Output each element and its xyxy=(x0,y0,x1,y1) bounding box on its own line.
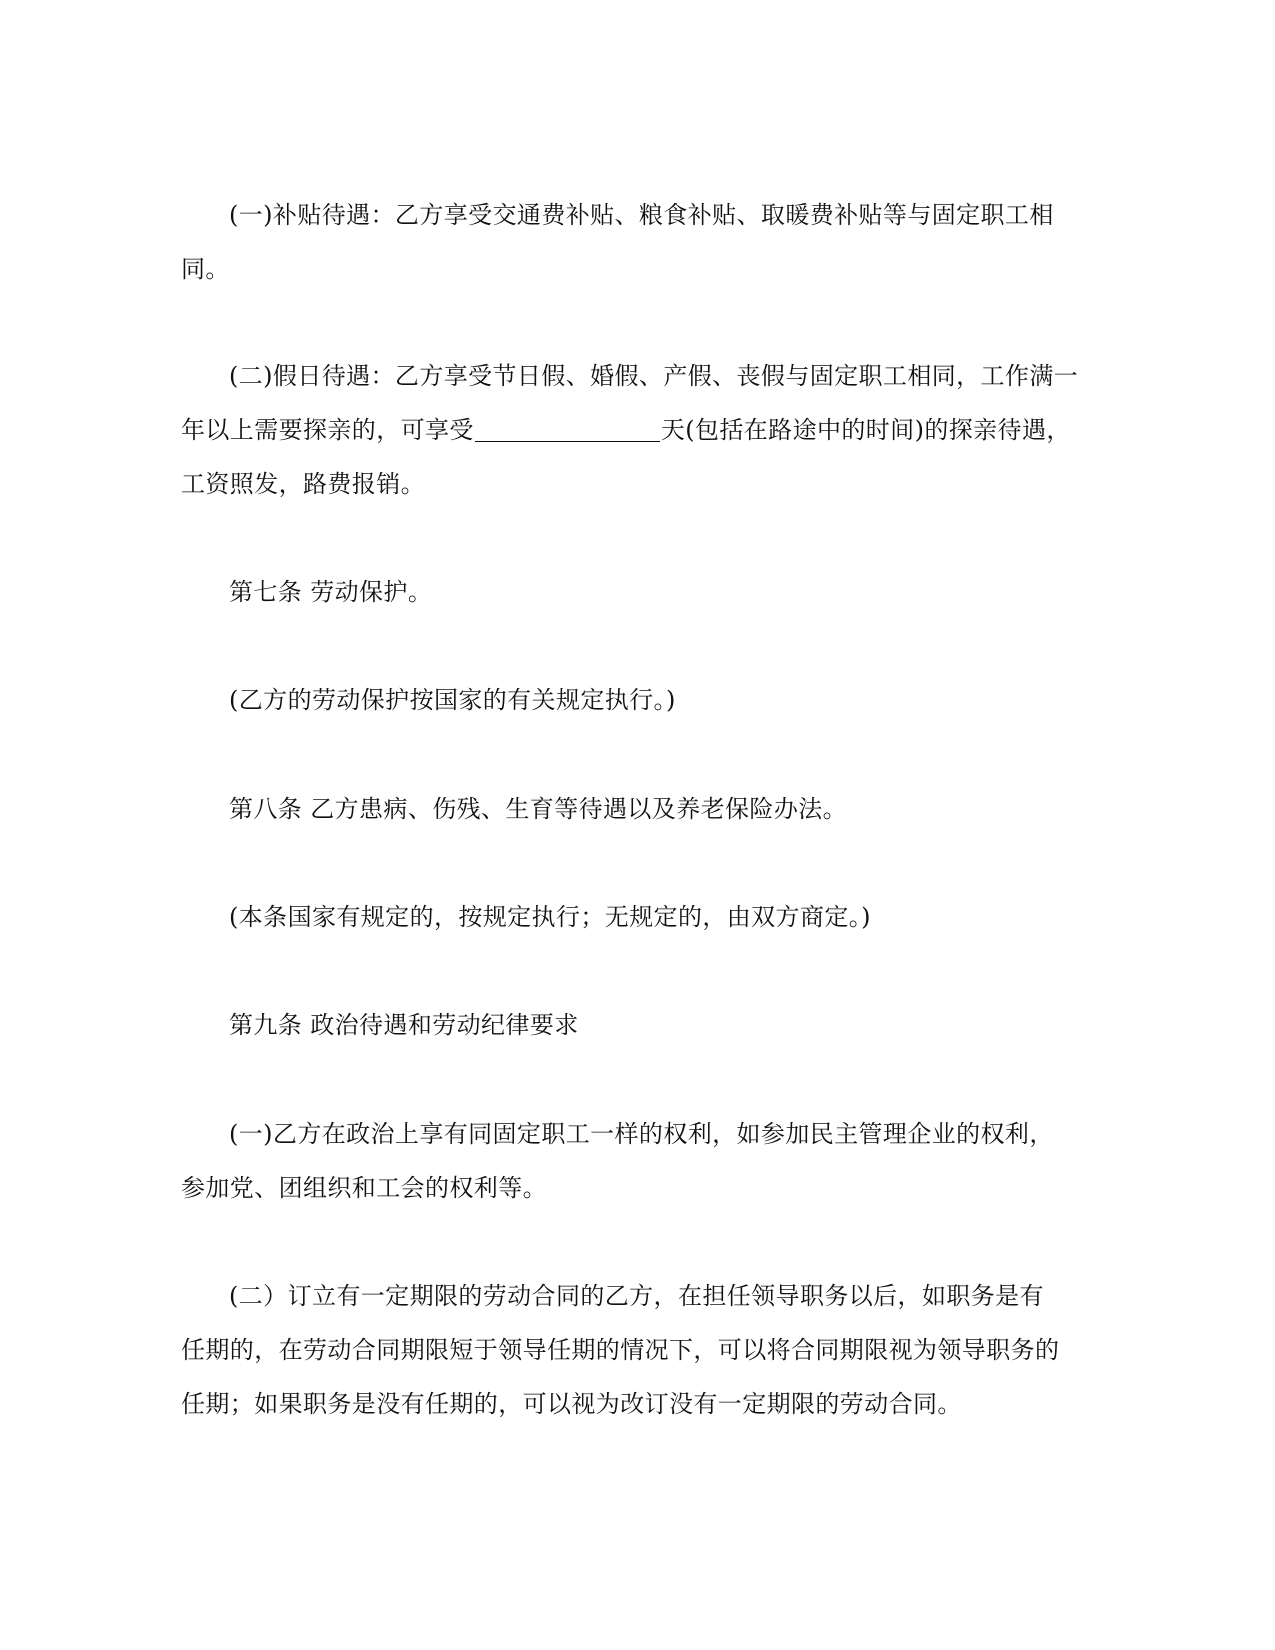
holiday-text-before-blank: 年以上需要探亲的，可享受 xyxy=(181,416,474,444)
paragraph-subsidy-line-1: (一)补贴待遇：乙方享受交通费补贴、粮食补贴、取暖费补贴等与固定职工相 xyxy=(229,201,1054,229)
paragraph-holiday-line-3: 工资照发，路费报销。 xyxy=(181,470,425,498)
article-8-note: (本条国家有规定的，按规定执行；无规定的，由双方商定。) xyxy=(229,903,871,931)
paragraph-political-line-1: (一)乙方在政治上享有同固定职工一样的权利，如参加民主管理企业的权利， xyxy=(229,1120,1054,1148)
days-fill-in-blank xyxy=(475,417,660,442)
article-7-heading: 第七条 劳动保护。 xyxy=(229,578,433,606)
paragraph-subsidy-line-2: 同。 xyxy=(181,255,230,283)
holiday-text-after-blank: 天(包括在路途中的时间)的探亲待遇， xyxy=(660,416,1071,444)
article-9-heading: 第九条 政治待遇和劳动纪律要求 xyxy=(229,1011,579,1039)
article-8-heading: 第八条 乙方患病、伤残、生育等待遇以及养老保险办法。 xyxy=(229,795,848,823)
paragraph-leadership-line-1: (二）订立有一定期限的劳动合同的乙方，在担任领导职务以后，如职务是有 xyxy=(229,1282,1044,1310)
paragraph-leadership-line-2: 任期的，在劳动合同期限短于领导任期的情况下，可以将合同期限视为领导职务的 xyxy=(181,1336,1060,1364)
article-7-note: (乙方的劳动保护按国家的有关规定执行。) xyxy=(229,686,676,714)
paragraph-leadership-line-3: 任期；如果职务是没有任期的，可以视为改订没有一定期限的劳动合同。 xyxy=(181,1390,962,1418)
paragraph-political-line-2: 参加党、团组织和工会的权利等。 xyxy=(181,1174,547,1202)
paragraph-holiday-line-2 xyxy=(181,413,1071,447)
paragraph-holiday-line-1: (二)假日待遇：乙方享受节日假、婚假、产假、丧假与固定职工相同，工作满一 xyxy=(229,362,1079,390)
